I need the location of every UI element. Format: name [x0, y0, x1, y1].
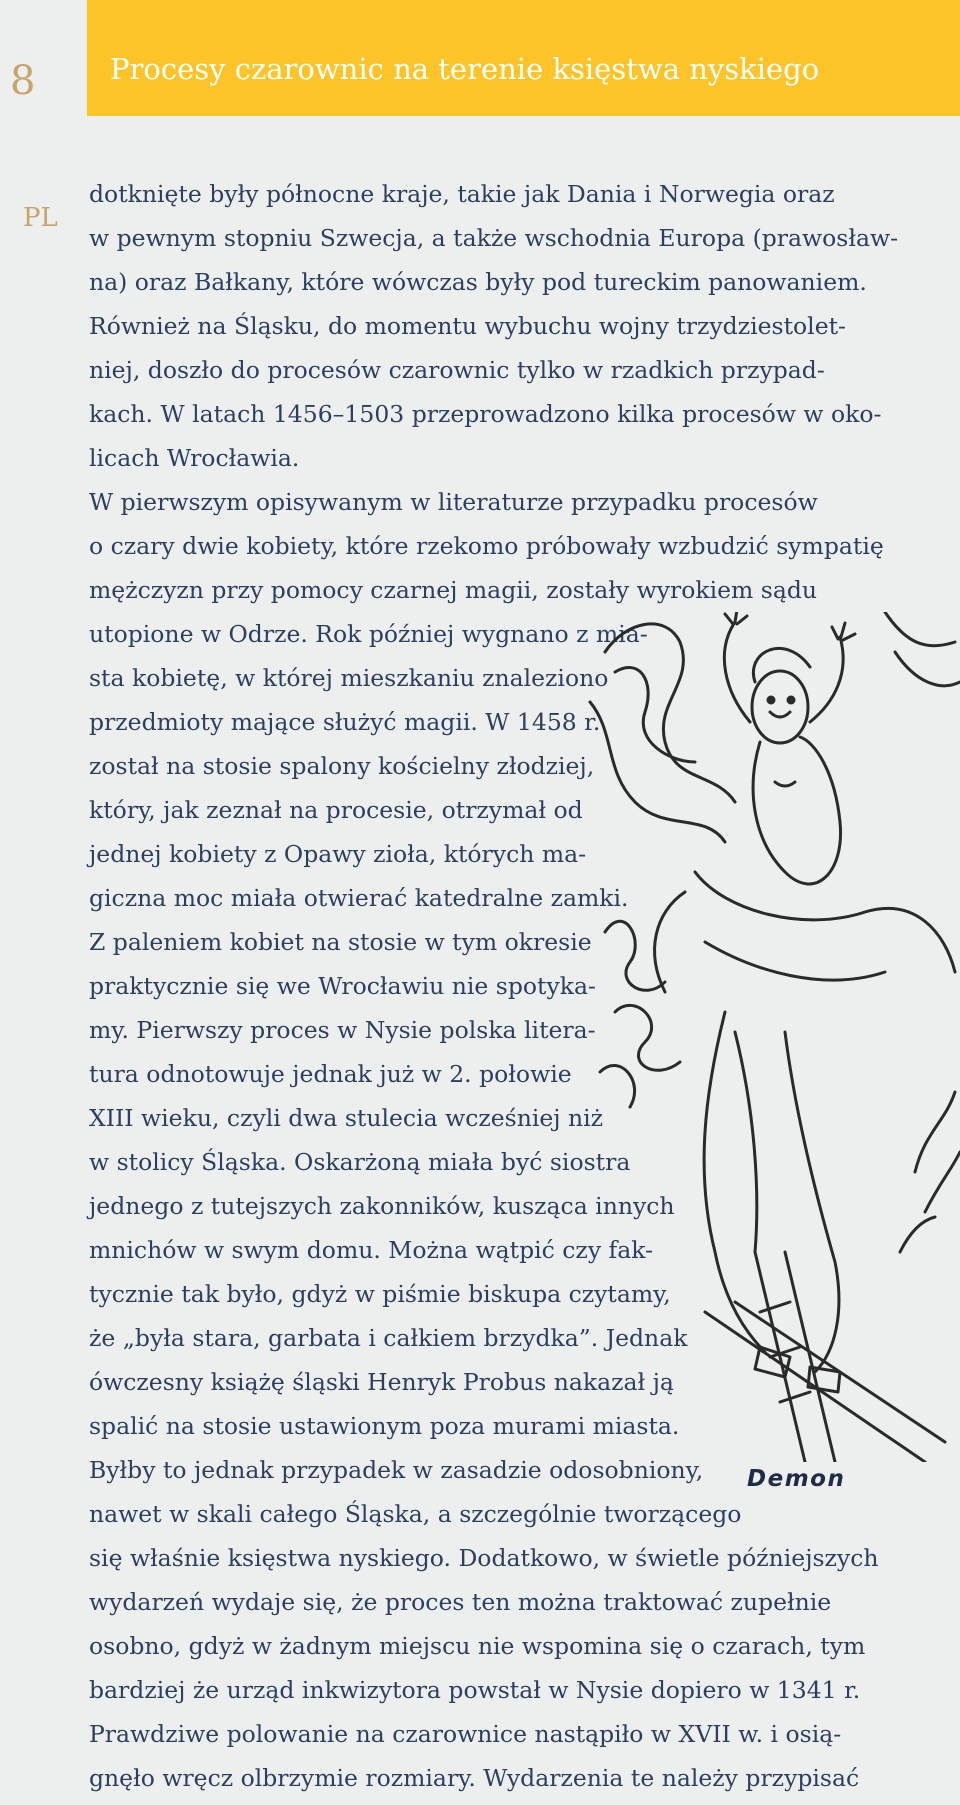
text-line: jednej kobiety z Opawy zioła, których ma-	[89, 840, 587, 868]
text-line: o czary dwie kobiety, które rzekomo próbowały wzbudzić sympatię	[89, 532, 884, 560]
text-line: niej, doszło do procesów czarownic tylko w rzadkich przypad-	[89, 356, 825, 384]
text-line: mnichów w swym domu. Można wątpić czy fak-	[89, 1236, 654, 1264]
text-line: mężczyzn przy pomocy czarnej magii, zostały wyrokiem sądu	[89, 576, 818, 604]
page-number: 8	[10, 58, 36, 104]
demon-illustration	[585, 612, 960, 1462]
text-line: osobno, gdyż w żadnym miejscu nie wspomina się o czarach, tym	[89, 1632, 866, 1660]
text-line: tycznie tak było, gdyż w piśmie biskupa czytamy,	[89, 1280, 671, 1308]
text-line: licach Wrocławia.	[89, 444, 300, 472]
text-line: wydarzeń wydaje się, że proces ten można traktować zupełnie	[89, 1588, 832, 1616]
text-line: został na stosie spalony kościelny złodziej,	[89, 752, 595, 780]
text-line: w stolicy Śląska. Oskarżoną miała być siostra	[89, 1148, 631, 1176]
text-line: giczna moc miała otwierać katedralne zamki.	[89, 884, 629, 912]
text-line: Z paleniem kobiet na stosie w tym okresie	[89, 928, 592, 956]
text-line: Prawdziwe polowanie na czarownice nastąpiło w XVII w. i osią-	[89, 1720, 842, 1748]
text-line: który, jak zeznał na procesie, otrzymał od	[89, 796, 583, 824]
text-line: spalić na stosie ustawionym poza murami miasta.	[89, 1412, 680, 1440]
text-line: jednego z tutejszych zakonników, kusząca innych	[89, 1192, 675, 1220]
text-line: się właśnie księstwa nyskiego. Dodatkowo, w świetle późniejszych	[89, 1544, 879, 1572]
text-line: sta kobietę, w której mieszkaniu znaleziono	[89, 664, 609, 692]
text-line: tura odnotowuje jednak już w 2. połowie	[89, 1060, 572, 1088]
text-line: dotknięte były północne kraje, takie jak Dania i Norwegia oraz	[89, 180, 835, 208]
text-line: że „była stara, garbata i całkiem brzydka”. Jednak	[89, 1324, 688, 1352]
text-line: na) oraz Bałkany, które wówczas były pod tureckim panowaniem.	[89, 268, 867, 296]
chapter-header	[87, 0, 960, 116]
language-marker: PL	[23, 203, 58, 233]
text-line: Byłby to jednak przypadek w zasadzie odosobniony,	[89, 1456, 704, 1484]
text-line: kach. W latach 1456–1503 przeprowadzono kilka procesów w oko-	[89, 400, 882, 428]
text-line: my. Pierwszy proces w Nysie polska litera-	[89, 1016, 596, 1044]
text-line: utopione w Odrze. Rok później wygnano z mia-	[89, 620, 648, 648]
text-line: nawet w skali całego Śląska, a szczególnie tworzącego	[89, 1500, 742, 1528]
text-line: XIII wieku, czyli dwa stulecia wcześniej niż	[89, 1104, 604, 1132]
text-line: przedmioty mające służyć magii. W 1458 r.	[89, 708, 601, 736]
text-line: praktycznie się we Wrocławiu nie spotyka-	[89, 972, 596, 1000]
text-line: ówczesny książę śląski Henryk Probus nakazał ją	[89, 1368, 674, 1396]
text-line: w pewnym stopniu Szwecja, a także wschodnia Europa (prawosław-	[89, 224, 899, 252]
text-line: bardziej że urząd inkwizytora powstał w Nysie dopiero w 1341 r.	[89, 1676, 861, 1704]
chapter-title: Procesy czarownic na terenie księstwa nyskiego	[110, 52, 820, 86]
text-line: Również na Śląsku, do momentu wybuchu wojny trzydziestolet-	[89, 312, 846, 340]
text-line: W pierwszym opisywanym w literaturze przypadku procesów	[89, 488, 818, 516]
text-line: gnęło wręcz olbrzymie rozmiary. Wydarzenia te należy przypisać	[89, 1764, 860, 1792]
illustration-caption: Demon	[747, 1466, 846, 1492]
